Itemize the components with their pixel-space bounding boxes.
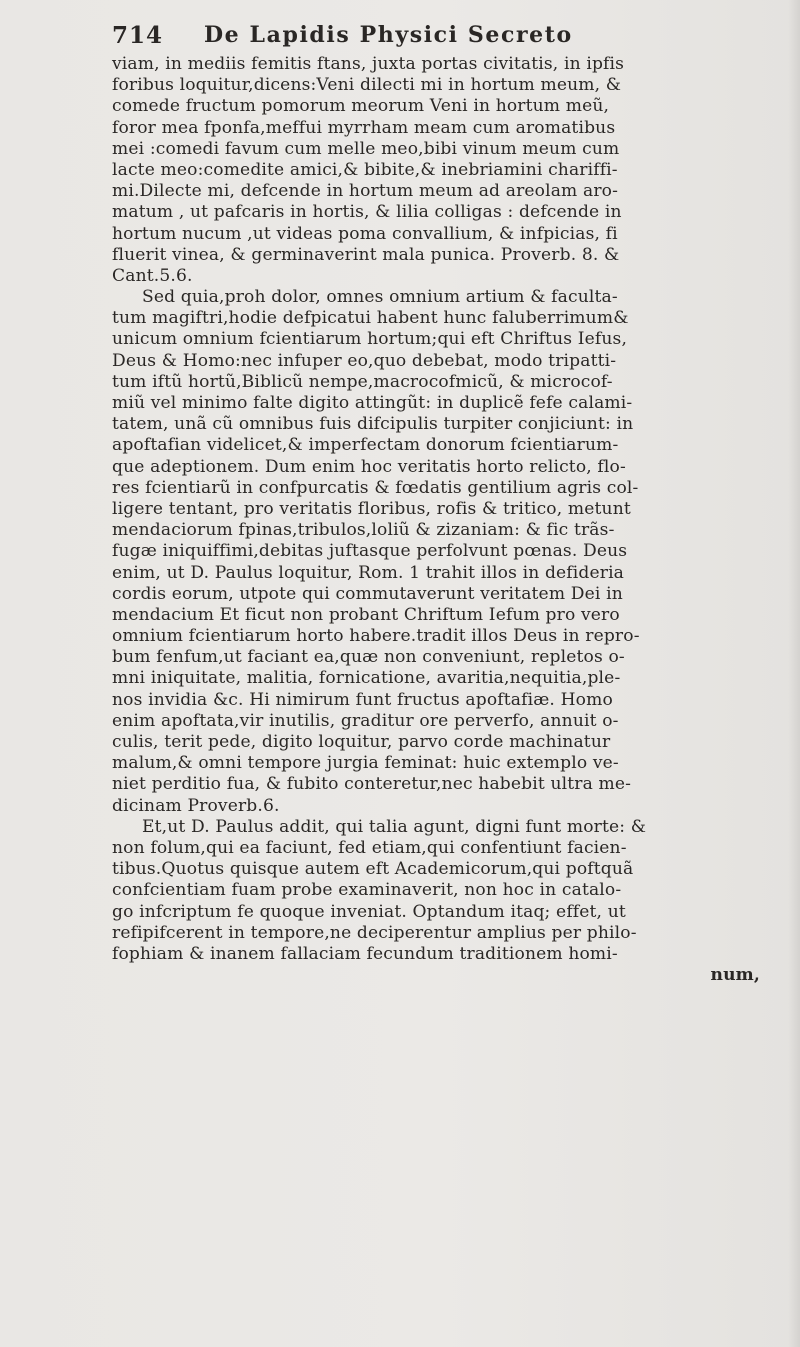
text-line: culis, terit pede, digito loquitur, parvo corde machinatur	[112, 732, 611, 752]
page-header	[112, 22, 752, 56]
paragraph-start-line: Sed quia,proh dolor, omnes omnium artium & faculta-	[142, 287, 618, 308]
text-line: enim, ut D. Paulus loquitur, Rom. 1 trahit illos in defideria	[112, 562, 625, 583]
paragraph-start-line: Et,ut D. Paulus addit, qui talia agunt, digni funt morte: &	[142, 816, 647, 837]
text-line: go infcriptum fe quoque inveniat. Optandum itaq; effet, ut	[112, 901, 626, 922]
text-line: malum,& omni tempore jurgia feminat: huic extemplo ve-	[112, 753, 619, 774]
text-line: enim apoftata,vir inutilis, graditur ore perverfo, annuit o-	[112, 710, 619, 731]
text-line: unicum omnium fcientiarum hortum;qui eft Chriftus Iefus,	[112, 329, 628, 350]
text-line: mendacium Et ficut non probant Chriftum Iefum pro vero	[112, 604, 620, 625]
page-edge-shadow	[788, 0, 800, 1347]
catchword: num,	[710, 965, 760, 986]
text-line: fugæ iniquiffimi,debitas juftasque perfolvunt pœnas. Deus	[112, 541, 628, 562]
text-line: mi.Dilecte mi, defcende in hortum meum ad areolam aro-	[112, 181, 619, 202]
text-line: miũ vel minimo falte digito attingũt: in duplicẽ fefe calami-	[112, 393, 633, 413]
running-title: De Lapidis Physici Secreto	[204, 22, 573, 48]
text-line: tum magiftri,hodie defpicatui habent hunc faluberrimum&	[112, 308, 629, 329]
text-line: tibus.Quotus quisque autem eft Academicorum,qui poftquã	[112, 859, 634, 880]
text-line: mendaciorum fpinas,tribulos,loliũ & zizaniam: & fic trãs-	[112, 520, 615, 541]
text-line: comede fructum pomorum meorum Veni in hortum meũ,	[112, 96, 610, 117]
page-number: 714	[112, 22, 164, 49]
text-line: tatem, unã cũ omnibus fuis difcipulis turpiter conjiciunt: in	[112, 414, 634, 435]
text-line: non folum,qui ea faciunt, fed etiam,qui confentiunt facien-	[112, 837, 627, 858]
text-line: mei :comedi favum cum melle meo,bibi vinum meum cum	[112, 138, 620, 159]
text-line: nos invidia &c. Hi nimirum funt fructus apoftafiæ. Homo	[112, 689, 613, 710]
text-line: Cant.5.6.	[112, 265, 193, 286]
text-line: hortum nucum ,ut videas poma convallium, & infpicias, fi	[112, 223, 618, 244]
text-line: lacte meo:comedite amici,& bibite,& inebriamini chariffi-	[112, 159, 618, 180]
text-line: foribus loquitur,dicens:Veni dilecti mi in hortum meum, &	[112, 75, 622, 96]
text-line: ligere tentant, pro veritatis floribus, rofis & tritico, metunt	[112, 498, 631, 519]
text-line: tum iftũ hortũ,Biblicũ nempe,macrocofmicũ, & microcof-	[112, 371, 613, 392]
text-line: omnium fcientiarum horto habere.tradit illos Deus in repro-	[112, 626, 640, 647]
text-line: Deus & Homo:nec infuper eo,quo debebat, modo tripatti-	[112, 350, 617, 371]
text-line: foror mea fponfa,meffui myrrham meam cum aromatibus	[112, 117, 616, 138]
text-line: apoftafian videlicet,& imperfectam donorum fcientiarum-	[112, 435, 619, 456]
text-line: refipifcerent in tempore,ne deciperentur amplius per philo-	[112, 922, 637, 943]
text-line: mni iniquitate, malitia, fornicatione, avaritia,nequitia,ple-	[112, 668, 621, 689]
text-line: que adeptionem. Dum enim hoc veritatis horto relicto, flo-	[112, 456, 626, 477]
text-line: res fcientiarũ in confpurcatis & fœdatis gentilium agris col-	[112, 477, 639, 498]
text-line: dicinam Proverb.6.	[112, 795, 280, 816]
text-line: cordis eorum, utpote qui commutaverunt veritatem Dei in	[112, 583, 623, 604]
text-line: fluerit vinea, & germinaverint mala punica. Proverb. 8. &	[112, 244, 620, 265]
text-line: niet perditio fua, & fubito conteretur,nec habebit ultra me-	[112, 774, 632, 795]
text-line: bum fenfum,ut faciant ea,quæ non conveniunt, repletos o-	[112, 647, 625, 668]
text-line: matum , ut pafcaris in hortis, & lilia colligas : defcende in	[112, 202, 622, 223]
text-line: viam, in mediis femitis ftans, juxta portas civitatis, in ipfis	[112, 54, 625, 74]
text-line: confcientiam fuam probe examinaverit, non hoc in catalo-	[112, 880, 622, 901]
text-line: fophiam & inanem fallaciam fecundum traditionem homi-	[112, 943, 618, 964]
body-text	[112, 54, 782, 986]
